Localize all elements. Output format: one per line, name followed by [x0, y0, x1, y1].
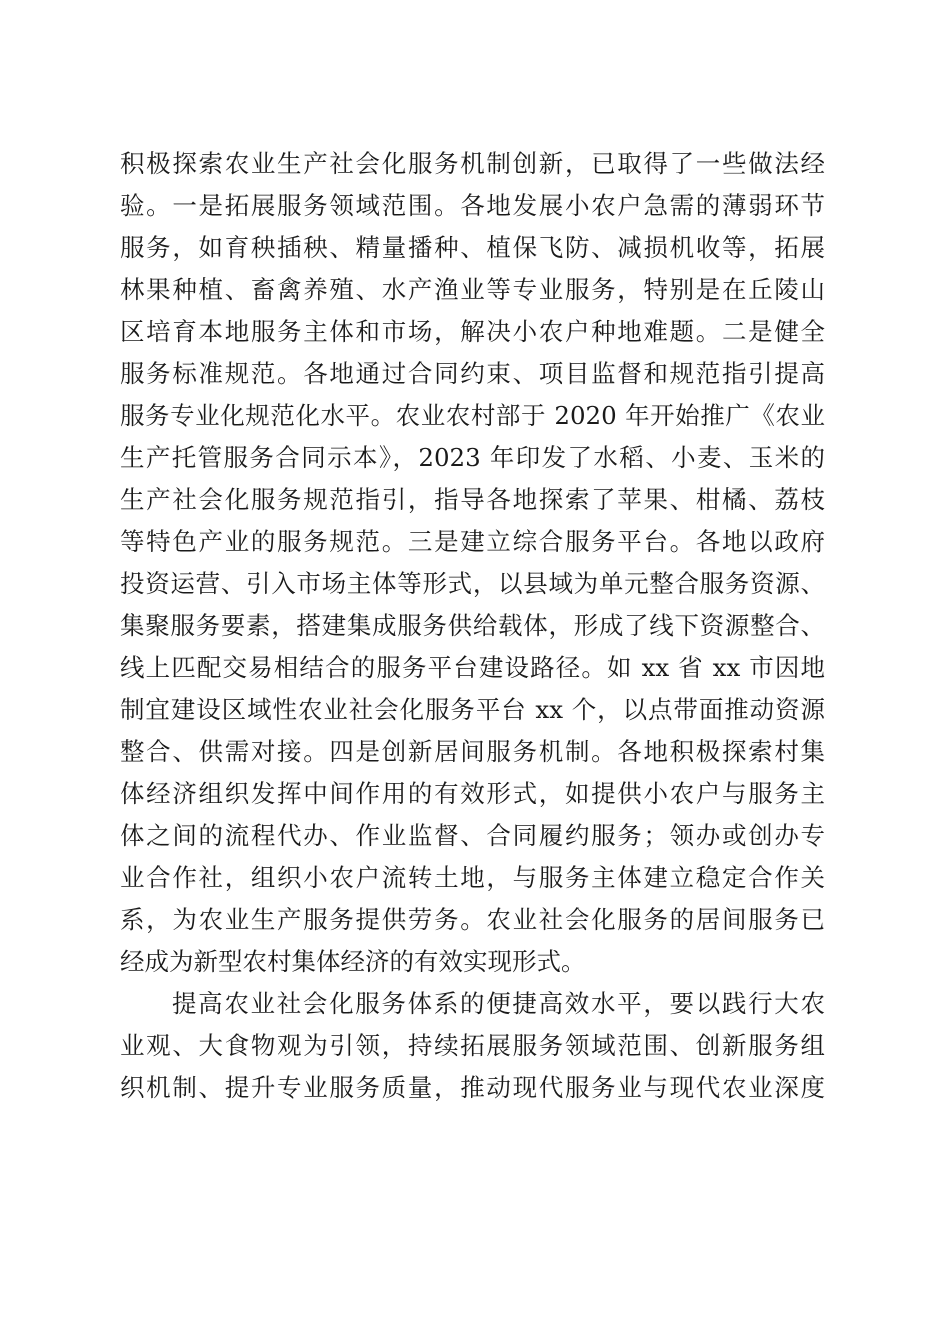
text-line: 线上匹配交易相结合的服务平台建设路径。如 xx 省 xx 市因地: [120, 653, 825, 682]
text-line: 生产托管服务合同示本》，2023 年印发了水稻、小麦、玉米的: [120, 443, 825, 472]
text-line: 林果种植、畜禽养殖、水产渔业等专业服务，特别是在丘陵山: [120, 275, 825, 304]
text-line: 等特色产业的服务规范。三是建立综合服务平台。各地以政府: [120, 527, 825, 556]
text-line: 业合作社，组织小农户流转土地，与服务主体建立稳定合作关: [120, 863, 825, 892]
text-line: 经成为新型农村集体经济的有效实现形式。: [120, 947, 586, 976]
text-line: 区培育本地服务主体和市场，解决小农户种地难题。二是健全: [120, 317, 825, 346]
text-line: 提高农业社会化服务体系的便捷高效水平，要以践行大农: [172, 989, 825, 1018]
text-line: 整合、供需对接。四是创新居间服务机制。各地积极探索村集: [120, 737, 825, 766]
text-line: 积极探索农业生产社会化服务机制创新，已取得了一些做法经: [120, 149, 825, 178]
text-line: 织机制、提升专业服务质量，推动现代服务业与现代农业深度: [120, 1073, 825, 1102]
text-line: 体经济组织发挥中间作用的有效形式，如提供小农户与服务主: [120, 779, 825, 808]
text-line: 验。一是拓展服务领域范围。各地发展小农户急需的薄弱环节: [120, 191, 825, 220]
text-line: 制宜建设区域性农业社会化服务平台 xx 个，以点带面推动资源: [120, 695, 825, 724]
text-line: 体之间的流程代办、作业监督、合同履约服务；领办或创办专: [120, 821, 825, 850]
text-line: 集聚服务要素，搭建集成服务供给载体，形成了线下资源整合、: [120, 611, 825, 640]
text-line: 投资运营、引入市场主体等形式，以县域为单元整合服务资源、: [120, 569, 825, 598]
text-line: 生产社会化服务规范指引，指导各地探索了苹果、柑橘、荔枝: [120, 485, 825, 514]
text-line: 业观、大食物观为引领，持续拓展服务领域范围、创新服务组: [120, 1031, 825, 1060]
text-line: 服务，如育秧插秧、精量播种、植保飞防、减损机收等，拓展: [120, 233, 825, 262]
text-line: 服务标准规范。各地通过合同约束、项目监督和规范指引提高: [120, 359, 825, 388]
text-line: 服务专业化规范化水平。农业农村部于 2020 年开始推广《农业: [120, 401, 825, 430]
text-line: 系，为农业生产服务提供劳务。农业社会化服务的居间服务已: [120, 905, 825, 934]
